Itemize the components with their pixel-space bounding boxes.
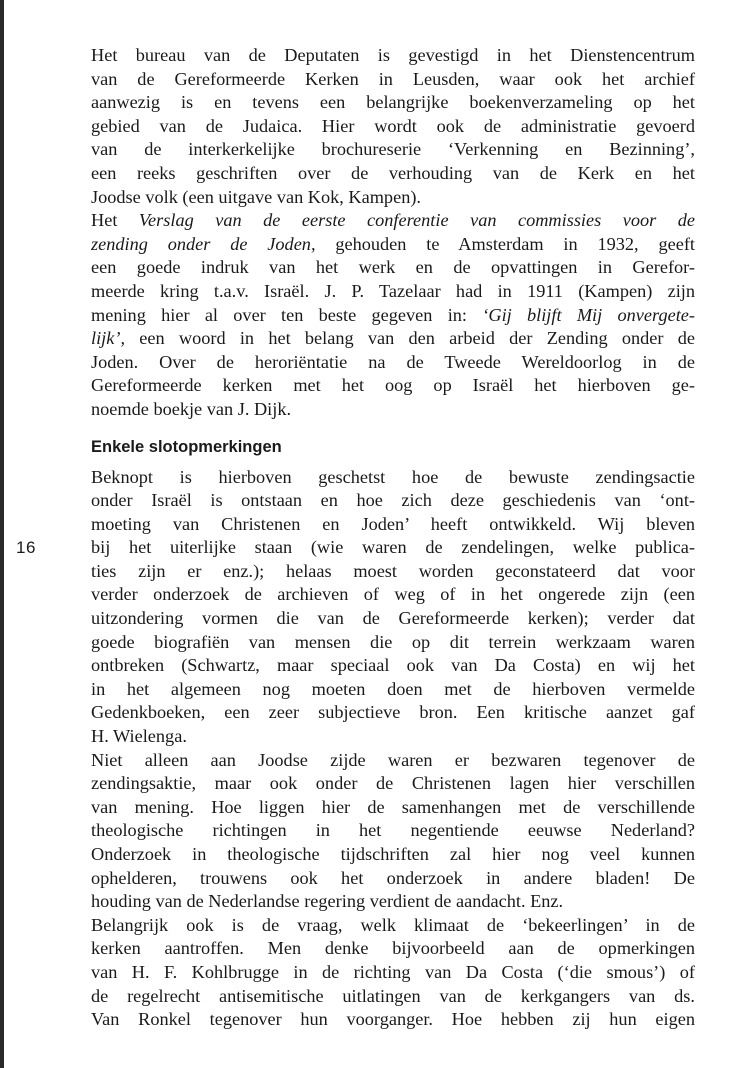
paragraph-niet-alleen bbox=[91, 749, 695, 914]
text-line: goede biografiën van mensen die op dit terrein werkzaam waren bbox=[91, 631, 695, 652]
text-line: een goede indruk van het werk en de opvattingen in Gerefor- bbox=[91, 257, 695, 278]
text-line: noemde boekje van J. Dijk. bbox=[91, 398, 292, 419]
paragraph-belangrijk bbox=[91, 914, 695, 1032]
text-line: Van Ronkel tegenover hun voorganger. Hoe hebben zij hun eigen bbox=[91, 1009, 695, 1030]
text-line bbox=[91, 304, 695, 328]
paragraph-bureau bbox=[91, 44, 695, 209]
italic-title: lijk’, bbox=[91, 328, 126, 349]
text-line bbox=[91, 209, 695, 233]
text-line: Joden. Over de heroriëntatie na de Tweede Wereldoorlog in de bbox=[91, 351, 695, 372]
italic-title: zending onder de Joden, bbox=[91, 233, 316, 254]
text-line: kerken aantroffen. Men denke bijvoorbeeld aan de opmerkingen bbox=[91, 938, 695, 959]
text-line: houding van de Nederlandse regering verdient de aandacht. Enz. bbox=[91, 891, 564, 912]
text-line: van de interkerkelijke brochureserie ‘Verkenning en Bezinning’, bbox=[91, 139, 695, 160]
text-segment: mening hier al over ten beste gegeven in: bbox=[91, 304, 483, 325]
text-line: zendingsaktie, maar ook onder de Christenen lagen hier verschillen bbox=[91, 773, 695, 794]
text-line: bij het uiterlijke staan (wie waren de zendelingen, welke publica- bbox=[91, 537, 695, 558]
page-left-edge-rule bbox=[0, 0, 4, 1068]
text-line: van H. F. Kohlbrugge in de richting van Da Costa (‘die smous’) of bbox=[91, 961, 695, 982]
text-line: Gedenkboeken, een zeer subjectieve bron. Een kritische aanzet gaf bbox=[91, 702, 695, 723]
text-line: Joodse volk (een uitgave van Kok, Kampen). bbox=[91, 186, 421, 207]
text-segment: gehouden te Amsterdam in 1932, geeft bbox=[315, 233, 695, 254]
text-line: verder onderzoek de archieven of weg of in het ongerede zijn (een bbox=[91, 584, 695, 605]
text-line: Onderzoek in theologische tijdschriften zal hier nog veel kunnen bbox=[91, 844, 695, 864]
text-line: theologische richtingen in het negentiende eeuwse Nederland? bbox=[91, 820, 695, 841]
text-line: Het bureau van de Deputaten is gevestigd in het Dienstencentrum bbox=[91, 45, 695, 65]
text-line: van mening. Hoe liggen hier de samenhangen met de verschillende bbox=[91, 796, 695, 817]
text-line: Belangrijk ook is de vraag, welk klimaat de ‘bekeerlingen’ in de bbox=[91, 914, 695, 935]
text-line: uitzondering vormen die van de Gereformeerde kerken); verder dat bbox=[91, 608, 695, 629]
text-line: ontbreken (Schwartz, maar speciaal ook van Da Costa) en wij het bbox=[91, 655, 695, 676]
text-line: onder Israël is ontstaan en hoe zich deze geschiedenis van ‘ont- bbox=[91, 490, 695, 511]
italic-title: Verslag van de eerste conferentie van commissies voor de bbox=[138, 210, 695, 231]
text-line: Beknopt is hierboven geschetst hoe de bewuste zendingsactie bbox=[91, 466, 695, 487]
text-column bbox=[91, 44, 695, 1032]
text-line: Niet alleen aan Joodse zijde waren er bezwaren tegenover de bbox=[91, 749, 695, 770]
text-line: ophelderen, trouwens ook het onderzoek in andere bladen! De bbox=[91, 867, 695, 888]
paragraph-beknopt bbox=[91, 466, 695, 749]
text-line: ties zijn er enz.); helaas moest worden geconstateerd dat voor bbox=[91, 560, 695, 581]
text-segment: Het bbox=[91, 210, 139, 231]
text-line: een reeks geschriften over de verhouding van de Kerk en het bbox=[91, 162, 695, 183]
text-line bbox=[91, 233, 695, 257]
text-line: H. Wielenga. bbox=[91, 726, 187, 747]
text-line: meerde kring t.a.v. Israël. J. P. Tazelaar had in 1911 (Kampen) zijn bbox=[91, 280, 695, 301]
section-heading: Enkele slotopmerkingen bbox=[91, 437, 282, 456]
text-line: van de Gereformeerde Kerken in Leusden, waar ook het archief bbox=[91, 68, 695, 89]
text-segment: een woord in het belang van den arbeid der Zending onder de bbox=[125, 328, 695, 349]
text-line bbox=[91, 327, 695, 351]
text-line: de regelrecht antisemitische uitlatingen van de kerkgangers van ds. bbox=[91, 985, 695, 1006]
italic-title: ‘Gij blijft Mij onvergete- bbox=[482, 304, 695, 325]
text-line: in het algemeen nog moeten doen met de hierboven vermelde bbox=[91, 678, 695, 699]
text-line: aanwezig is en tevens een belangrijke boekenverzameling op het bbox=[91, 92, 695, 113]
text-line: gebied van de Judaica. Hier wordt ook de administratie gevoerd bbox=[91, 115, 695, 136]
page-number: 16 bbox=[16, 538, 36, 557]
text-line: moeting van Christenen en Joden’ heeft ontwikkeld. Wij bleven bbox=[91, 513, 695, 534]
text-line: Gereformeerde kerken met het oog op Israël het hierboven ge- bbox=[91, 375, 695, 396]
paragraph-verslag bbox=[91, 209, 695, 421]
